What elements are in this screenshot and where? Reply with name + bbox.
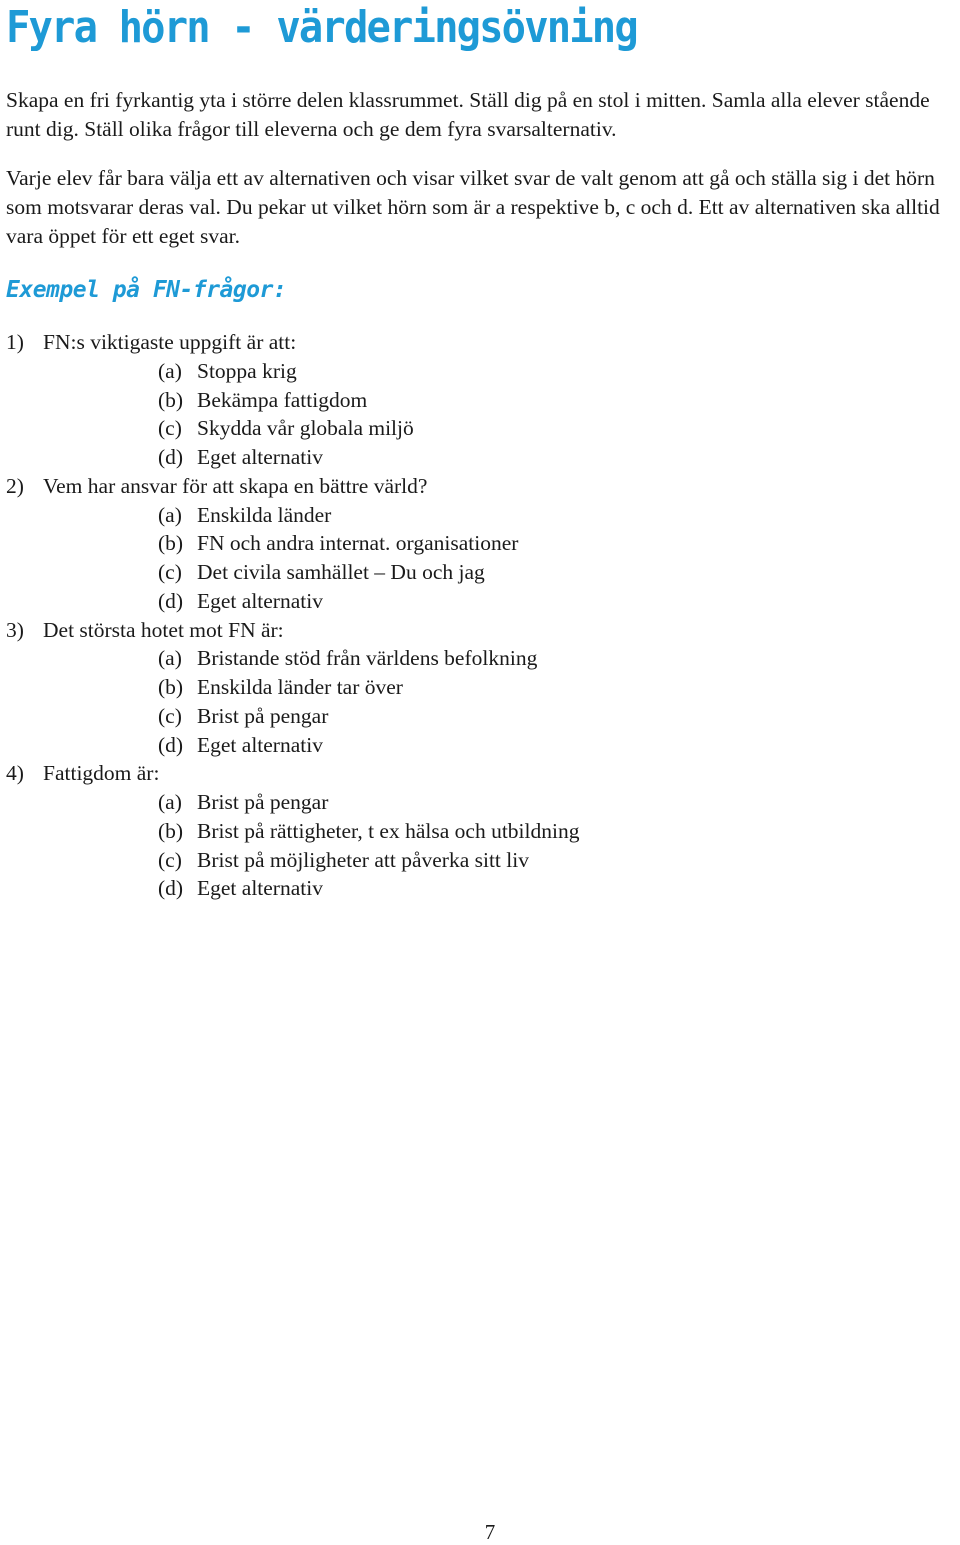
answer-text: Eget alternativ	[197, 732, 323, 757]
question-text: Fattigdom är:	[43, 761, 160, 786]
answer-text: Eget alternativ	[197, 445, 323, 469]
intro-paragraph-1: Skapa en fri fyrkantig yta i större delen klassrummet. Ställ dig på en stol i mitten. Samla alla elever stående runt dig. Ställ olika frågor till eleverna och ge dem fyra svarsalternativ.	[6, 88, 930, 141]
answer-label: (a)	[158, 358, 182, 383]
question-number: 1)	[6, 330, 24, 354]
answer-label: (a)	[158, 646, 182, 671]
section-heading: Exempel på FN-frågor:	[6, 277, 287, 303]
answer-text: Det civila samhället – Du och jag	[197, 560, 485, 584]
page-title: Fyra hörn - värderingsövning	[6, 2, 637, 53]
answer-text: Bekämpa fattigdom	[197, 387, 368, 412]
answer-label: (c)	[158, 847, 182, 872]
answer-label: (a)	[158, 790, 182, 814]
answer-text: Skydda vår globala miljö	[197, 416, 414, 441]
answer-text: Eget alternativ	[197, 588, 323, 613]
answer-label: (d)	[158, 876, 184, 901]
answer-text: Brist på rättigheter, t ex hälsa och utbildning	[197, 818, 580, 843]
answer-label: (a)	[158, 502, 182, 527]
question-number: 3)	[6, 617, 24, 642]
question-number: 4)	[6, 761, 24, 786]
answer-label: (d)	[158, 445, 184, 469]
answer-text: Bristande stöd från världens befolkning	[197, 646, 538, 671]
answer-text: FN och andra internat. organisationer	[197, 531, 519, 556]
answer-label: (b)	[158, 675, 184, 699]
answer-text: Eget alternativ	[197, 876, 323, 901]
question-number: 2)	[6, 473, 24, 498]
answer-label: (d)	[158, 588, 184, 613]
page-number: 7	[484, 1520, 496, 1544]
answer-text: Enskilda länder	[197, 502, 332, 527]
question-text: Det största hotet mot FN är:	[43, 617, 284, 642]
answer-label: (b)	[158, 818, 184, 843]
answer-text: Brist på möjligheter att påverka sitt liv	[197, 847, 529, 872]
answer-text: Brist på pengar	[197, 790, 329, 814]
intro-paragraph-2: Varje elev får bara välja ett av alternativen och visar vilket svar de valt genom att gå och ställa sig i det hörn som motsvarar deras val. Du pekar ut vilket hörn som är a respektive b, c och d. Ett av alternativen ska alltid vara öppet för ett eget svar.	[6, 166, 940, 248]
answer-label: (b)	[158, 531, 184, 556]
answer-label: (c)	[158, 560, 182, 584]
answer-text: Enskilda länder tar över	[197, 675, 403, 699]
answer-label: (b)	[158, 387, 184, 412]
question-text: Vem har ansvar för att skapa en bättre värld?	[43, 473, 428, 498]
answer-label: (d)	[158, 732, 184, 757]
answer-text: Stoppa krig	[197, 358, 297, 383]
question-text: FN:s viktigaste uppgift är att:	[43, 330, 297, 354]
answer-label: (c)	[158, 416, 182, 441]
answer-label: (c)	[158, 703, 182, 728]
answer-text: Brist på pengar	[197, 703, 329, 728]
